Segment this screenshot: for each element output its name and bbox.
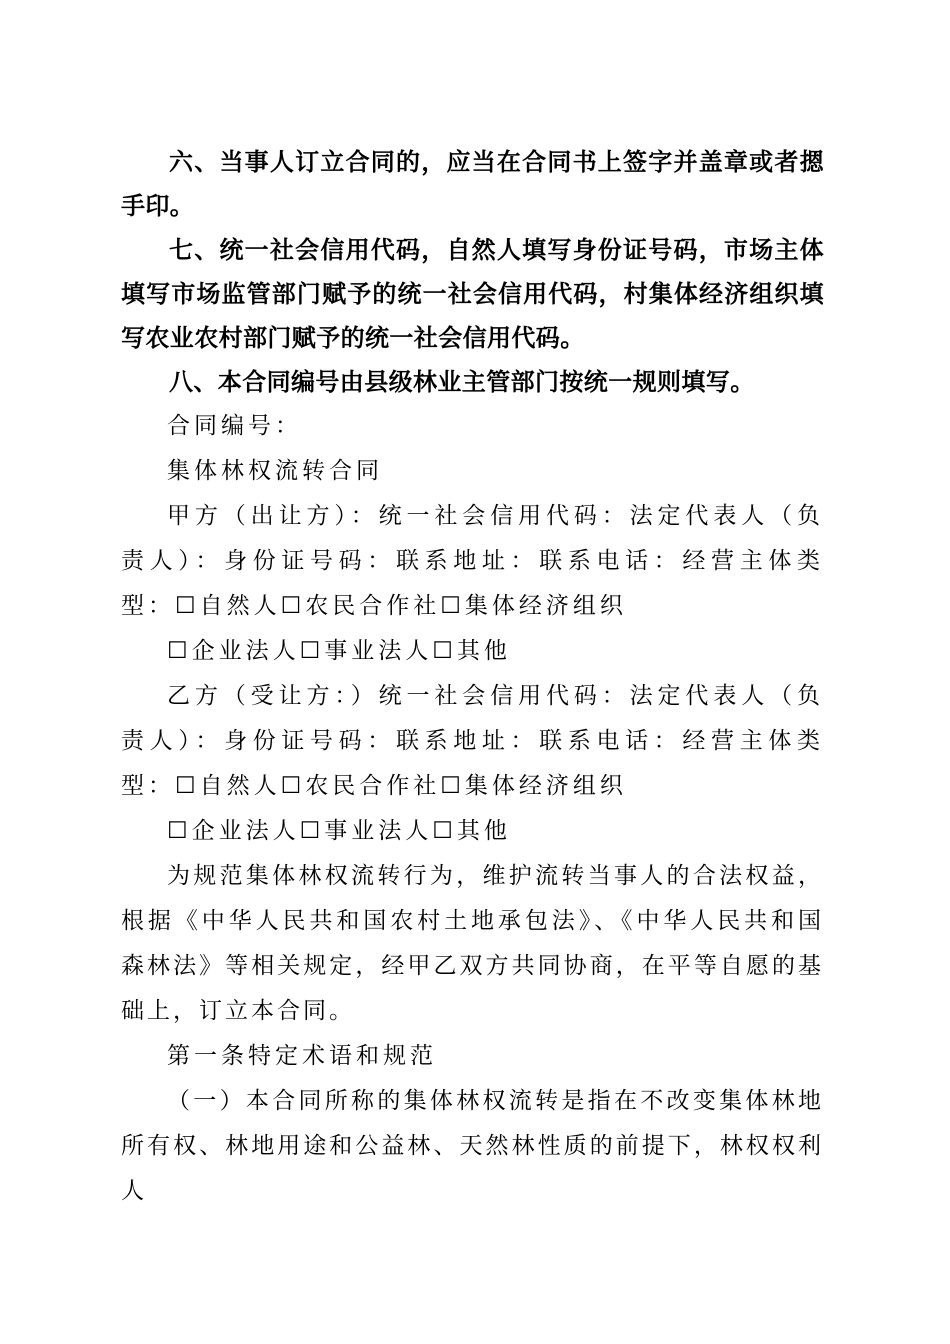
party-b-entity-types: ☐企业法人☐事业法人☐其他 [167, 818, 511, 844]
note-6: 六、当事人订立合同的，应当在合同书上签字并盖章或者摁手印。 [121, 148, 824, 220]
document-page [121, 140, 824, 1214]
preamble: 为规范集体林权流转行为，维护流转当事人的合法权益，根据《中华人民共和国农村土地承包法》、《中华人民共和国森林法》等相关规定，经甲乙双方共同协商，在平等自愿的基础上，订立本合同。 [121, 863, 824, 1024]
contract-number-label: 合同编号： [167, 413, 302, 439]
contract-title: 集体林权流转合同 [167, 458, 383, 484]
article-1-title: 第一条特定术语和规范 [167, 1043, 437, 1069]
note-8: 八、本合同编号由县级林业主管部门按统一规则填写。 [169, 368, 755, 396]
party-a-entity-types: ☐企业法人☐事业法人☐其他 [167, 638, 511, 664]
party-a-info: 甲方（出让方）：统一社会信用代码：法定代表人（负责人）：身份证号码：联系地址：联系电话：经营主体类型：☐自然人☐农民合作社☐集体经济组织 [121, 503, 824, 619]
note-7: 七、统一社会信用代码，自然人填写身份证号码，市场主体填写市场监管部门赋予的统一社会信用代码，村集体经济组织填写农业农村部门赋予的统一社会信用代码。 [121, 236, 824, 352]
party-b-info: 乙方（受让方：）统一社会信用代码：法定代表人（负责人）：身份证号码：联系地址：联系电话：经营主体类型：☐自然人☐农民合作社☐集体经济组织 [121, 683, 824, 799]
article-1-clause-1: （一）本合同所称的集体林权流转是指在不改变集体林地所有权、林地用途和公益林、天然林性质的前提下，林权权利人 [121, 1088, 824, 1204]
